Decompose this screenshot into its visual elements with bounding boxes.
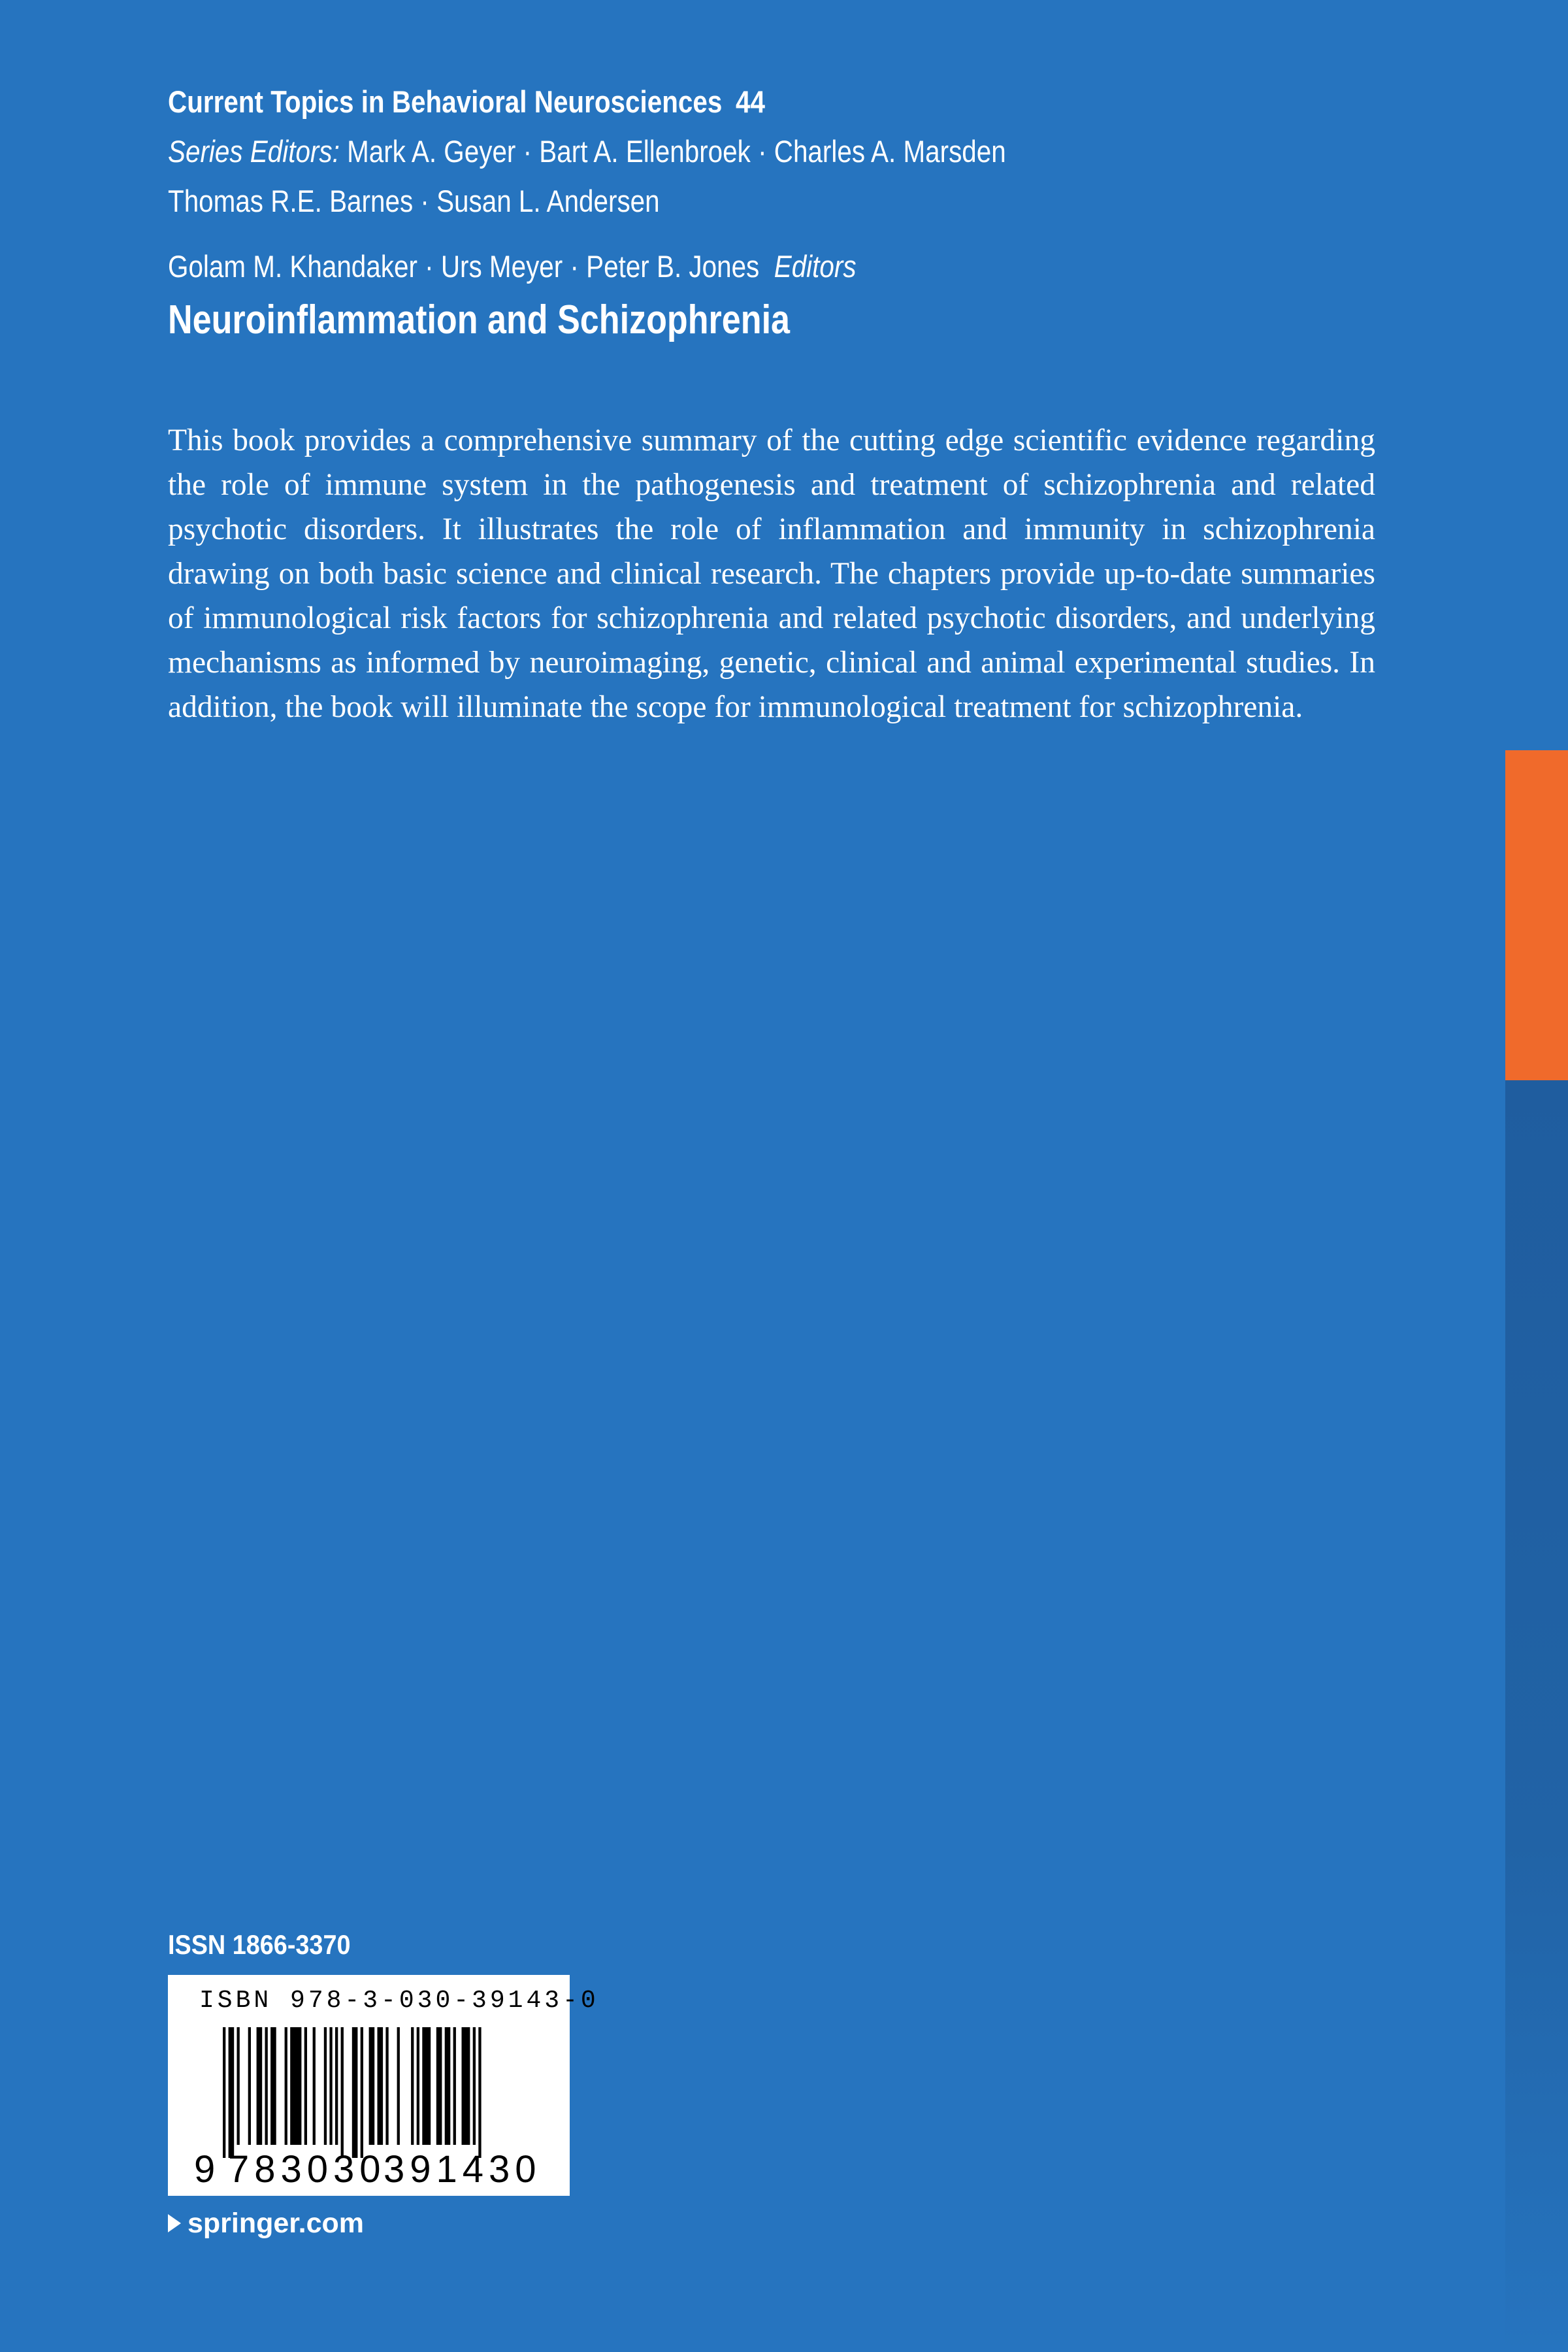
barcode-bar [229, 2027, 235, 2158]
barcode-bar [304, 2027, 307, 2145]
barcode-bar [257, 2027, 263, 2145]
publisher-link[interactable] [168, 2204, 364, 2243]
barcode-bar [473, 2027, 476, 2145]
barcode-bar [361, 2027, 363, 2158]
series-info [168, 77, 1179, 226]
barcode-bar [378, 2027, 384, 2145]
series-editors-line-1 [168, 127, 1179, 176]
barcode-bar [478, 2027, 481, 2158]
barcode-bar [223, 2027, 225, 2158]
spine-accent-orange [1505, 750, 1568, 1080]
barcode-bar [324, 2027, 327, 2145]
issn: ISSN 1866-3370 [168, 1929, 351, 1960]
book-editors-names: Golam M. Khandaker · Urs Meyer · Peter B. Jones [168, 249, 760, 284]
arrow-right-icon [168, 2214, 181, 2232]
barcode-digits-left: 783030 [228, 2148, 386, 2191]
barcode-bar [265, 2027, 268, 2145]
barcode-bar [453, 2027, 456, 2145]
series-editors-names-1: Mark A. Geyer · Bart A. Ellenbroek · Charles A. Marsden [347, 134, 1006, 169]
barcode-bar [445, 2027, 451, 2145]
publisher-url: springer.com [188, 2208, 365, 2239]
isbn-text: ISBN 978-3-030-39143-0 [199, 1987, 599, 2015]
series-number: 44 [735, 84, 765, 119]
barcode-bar [329, 2027, 332, 2145]
barcode-bar [352, 2027, 358, 2158]
barcode-bar [422, 2027, 431, 2145]
series-title-line [168, 77, 1179, 127]
isbn-barcode [168, 1975, 599, 2196]
barcode-bar [248, 2027, 251, 2145]
barcode-bar [462, 2027, 470, 2145]
barcode-bar [341, 2027, 344, 2158]
barcode-bar [335, 2027, 338, 2145]
book-editors-label: Editors [774, 249, 857, 284]
book-editors [168, 242, 1179, 291]
spine-accent-dark [1505, 1080, 1568, 2352]
barcode-bar [313, 2027, 316, 2145]
barcode-bar [270, 2027, 276, 2145]
barcode-bar [417, 2027, 419, 2145]
series-editors-line-2: Thomas R.E. Barnes · Susan L. Andersen [168, 184, 660, 218]
barcode-bar [436, 2027, 442, 2145]
book-title: Neuroinflammation and Schizophrenia [168, 297, 791, 342]
barcode-bar [285, 2027, 287, 2145]
barcode-bar [290, 2027, 301, 2145]
series-editors-label: Series Editors: [168, 134, 340, 169]
barcode-bar [397, 2027, 400, 2145]
barcode-bar [237, 2027, 240, 2145]
barcode-bar [385, 2027, 388, 2145]
barcode-digits-right: 391430 [384, 2148, 542, 2191]
book-description: This book provides a comprehensive summary of the cutting edge scientific evidence regarding the role of immune system in the pathogenesis and treatment of schizophrenia and related psychotic disorders. It illustrates the role of inflammation and immunity in schizophrenia drawing on both basic science and clinical research. The chapters provide up-to-date summaries of immunological risk factors for schizophrenia and related psychotic disorders, and underlying mechanisms as informed by neuroimaging, genetic, clinical and animal experimental studies. In addition, the book will illuminate the scope for immunological treatment for schizophrenia. [168, 423, 1375, 724]
barcode-bar [369, 2027, 375, 2145]
series-title: Current Topics in Behavioral Neurosciences [168, 84, 723, 119]
barcode-bar [411, 2027, 414, 2145]
barcode-digit-first: 9 [194, 2148, 216, 2191]
